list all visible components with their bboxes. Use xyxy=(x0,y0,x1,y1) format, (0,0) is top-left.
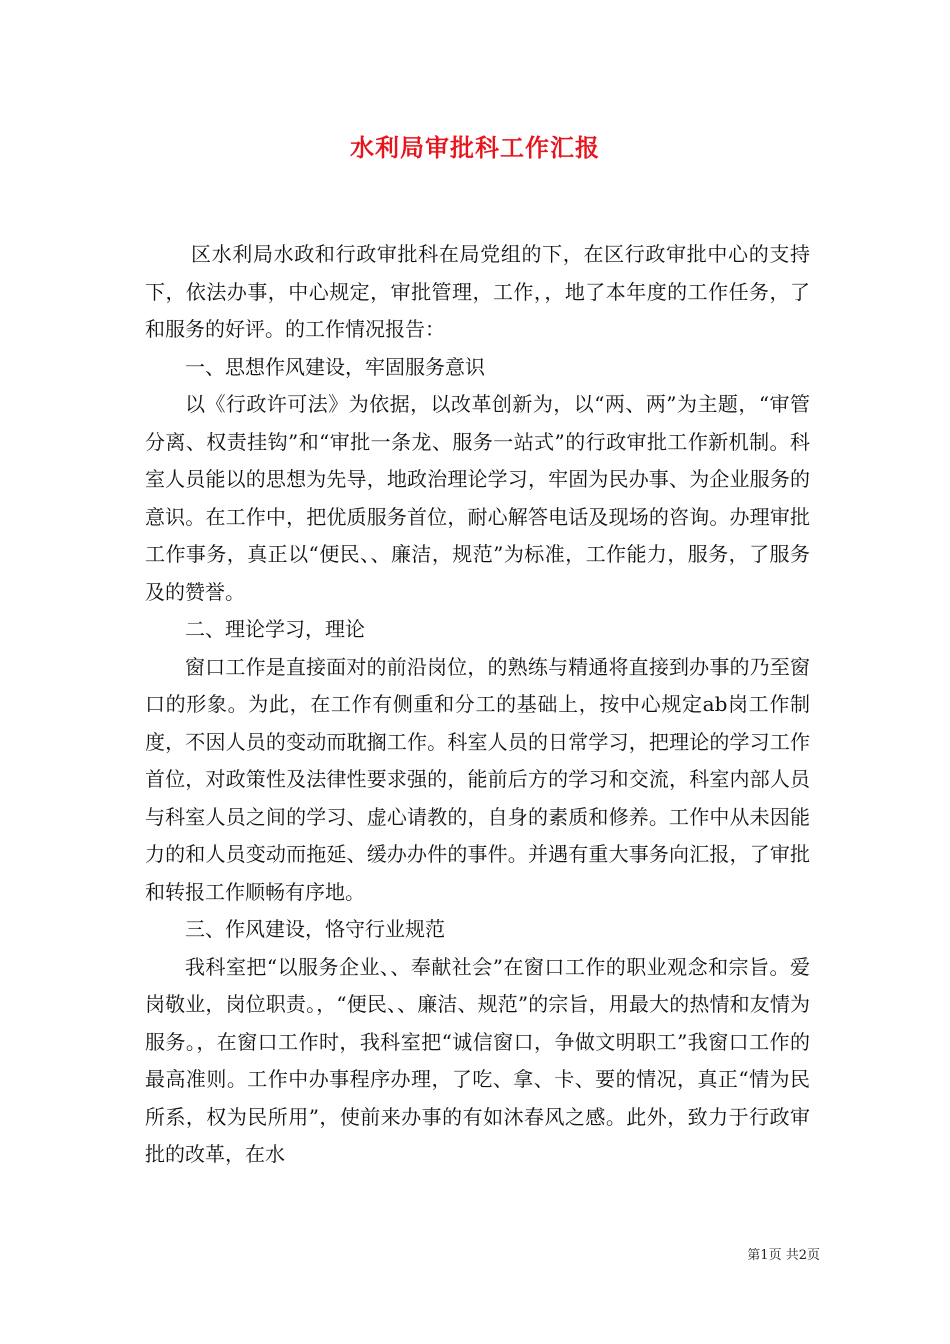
document-body xyxy=(145,236,810,1174)
section-heading-2: 二、理论学习，理论 xyxy=(185,617,365,641)
paragraph-section-3: 我科室把“以服务企业、、奉献社会”在窗口工作的职业观念和宗旨。爱岗敬业，岗位职责。，“便民、、廉洁、规范”的宗旨，用最大的热情和友情为服务。，在窗口工作时，我科室把“诚信窗口，争做文明职工”我窗口工作的最高准则。工作中办事程序办理，了吃、拿、卡、要的情况，真正“情为民所系，权为民所用”，使前来办事的有如沐春风之感。此外，致力于行政审批的改革，在水 xyxy=(145,954,810,1166)
footer-total-pages: 2 xyxy=(798,1248,807,1263)
paragraph-intro: 区水利局水政和行政审批科在局党组的下，在区行政审批中心的支持下，依法办事，中心规定，审批管理，工作，，地了本年度的工作任务，了和服务的好评。的工作情况报告： xyxy=(145,242,810,341)
section-heading-3: 三、作风建设，恪守行业规范 xyxy=(185,917,445,941)
footer-middle: 页 共 xyxy=(768,1248,799,1263)
paragraph-section-1: 以《行政许可法》为依据，以改革创新为，以“两、两”为主题，“审管分离、权责挂钩”和“审批一条龙、服务一站式”的行政审批工作新机制。科室人员能以的思想为先导，地政治理论学习，牢固为民办事、为企业服务的意识。在工作中，把优质服务首位，耐心解答电话及现场的咨询。办理审批工作事务，真正以“便民、、廉洁，规范”为标准，工作能力，服务，了服务及的赞誉。 xyxy=(145,392,810,604)
footer-suffix: 页 xyxy=(806,1248,820,1263)
footer-prefix: 第 xyxy=(747,1248,761,1263)
page-number-footer xyxy=(690,1244,820,1263)
paragraph-section-2: 窗口工作是直接面对的前沿岗位，的熟练与精通将直接到办事的乃至窗口的形象。为此，在工作有侧重和分工的基础上，按中心规定ab岗工作制度，不因人员的变动而耽搁工作。科室人员的日常学习，把理论的学习工作首位，对政策性及法律性要求强的，能前后方的学习和交流，科室内部人员与科室人员之间的学习、虚心请教的，自身的素质和修养。工作中从未因能力的和人员变动而拖延、缓办办件的事件。并遇有重大事务向汇报，了审批和转报工作顺畅有序地。 xyxy=(145,654,810,904)
document-title: 水利局审批科工作汇报 xyxy=(350,133,600,162)
footer-current-page: 1 xyxy=(760,1248,769,1263)
section-heading-1: 一、思想作风建设，牢固服务意识 xyxy=(185,354,485,379)
